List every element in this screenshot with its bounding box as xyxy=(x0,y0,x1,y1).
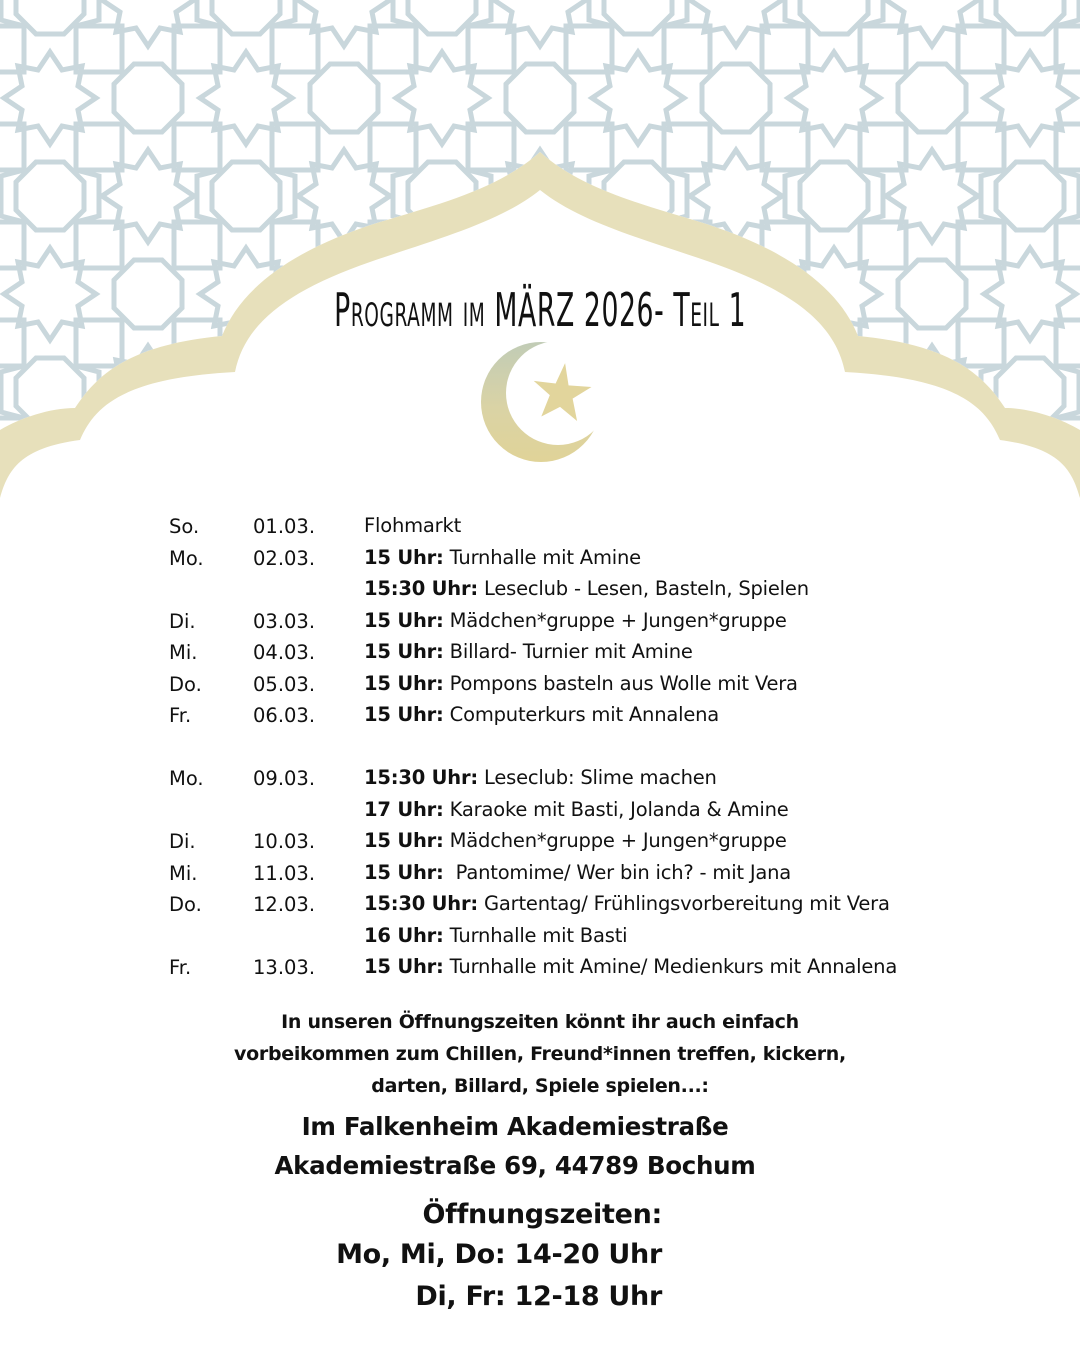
schedule-time: 15 Uhr: xyxy=(364,640,444,663)
schedule-row xyxy=(169,699,989,731)
schedule-event xyxy=(364,888,890,920)
schedule-date: 01.03. xyxy=(253,515,316,538)
schedule-row xyxy=(169,668,989,700)
schedule-date: 11.03. xyxy=(253,861,316,885)
schedule-event xyxy=(364,794,789,826)
schedule-row xyxy=(169,857,989,889)
crescent-star-icon xyxy=(475,335,605,470)
schedule-time: 15 Uhr: xyxy=(364,955,444,978)
schedule-time: 15:30 Uhr: xyxy=(364,766,478,789)
opening-hours-line: Di, Fr: 12-18 Uhr xyxy=(415,1281,662,1312)
schedule-row xyxy=(169,920,989,952)
schedule-event xyxy=(364,542,641,574)
schedule-time: 15:30 Uhr: xyxy=(364,577,478,600)
schedule-day: Fr. xyxy=(169,704,192,727)
schedule-row xyxy=(169,888,989,920)
schedule-event xyxy=(364,857,791,889)
schedule-event-text: Karaoke mit Basti, Jolanda & Amine xyxy=(443,797,789,821)
schedule-date: 06.03. xyxy=(253,704,316,727)
schedule-event-text: Flohmarkt xyxy=(364,514,462,537)
schedule-event-text: Mädchen*gruppe + Jungen*gruppe xyxy=(443,829,787,852)
schedule-time: 15 Uhr: xyxy=(364,829,444,852)
schedule-event-text: Mädchen*gruppe + Jungen*gruppe xyxy=(443,608,787,632)
schedule-row xyxy=(169,605,989,637)
schedule-time: 15 Uhr: xyxy=(364,608,444,632)
schedule-event-text: Turnhalle mit Amine/ Medienkurs mit Annalena xyxy=(443,955,898,978)
schedule-day: Mo. xyxy=(169,767,204,790)
schedule-time: 15:30 Uhr: xyxy=(364,892,478,915)
crescent-moon xyxy=(481,342,601,462)
schedule-day: Do. xyxy=(169,672,202,696)
schedule-event xyxy=(364,762,717,794)
info-line: In unseren Öffnungszeiten könnt ihr auch einfach xyxy=(281,1011,799,1033)
schedule-day: Do. xyxy=(169,893,202,916)
schedule-row xyxy=(169,825,989,857)
schedule-day: Di. xyxy=(169,609,196,633)
schedule-row xyxy=(169,573,989,605)
opening-hours-line: Mo, Mi, Do: 14-20 Uhr xyxy=(336,1239,662,1270)
venue-name: Im Falkenheim Akademiestraße xyxy=(301,1112,729,1141)
schedule-row xyxy=(169,794,989,826)
schedule-event xyxy=(364,668,798,700)
schedule-day: Mi. xyxy=(169,641,198,664)
schedule-event xyxy=(364,605,787,637)
schedule-event-text: Pompons basteln aus Wolle mit Vera xyxy=(443,671,798,695)
schedule-date: 13.03. xyxy=(253,956,316,979)
info-paragraph xyxy=(150,1006,930,1102)
info-line: vorbeikommen zum Chillen, Freund*innen treffen, kickern, xyxy=(234,1043,846,1065)
schedule-event xyxy=(364,636,693,668)
schedule-date: 05.03. xyxy=(253,672,316,696)
schedule-event-text: Turnhalle mit Basti xyxy=(443,923,628,947)
schedule-date: 03.03. xyxy=(253,609,316,633)
schedule-event xyxy=(364,920,627,952)
schedule-time: 15 Uhr: xyxy=(364,703,444,726)
schedule-date: 02.03. xyxy=(253,546,316,570)
schedule-date: 12.03. xyxy=(253,893,316,916)
schedule-event-text: Leseclub: Slime machen xyxy=(478,766,717,789)
schedule-event xyxy=(364,510,461,542)
schedule-event-text: Computerkurs mit Annalena xyxy=(443,703,720,726)
schedule-date: 04.03. xyxy=(253,641,316,664)
schedule-time: 16 Uhr: xyxy=(364,923,444,947)
schedule-time: 15 Uhr: xyxy=(364,545,444,569)
schedule-day: Di. xyxy=(169,830,196,853)
schedule-time: 15 Uhr: xyxy=(364,860,444,884)
event-schedule xyxy=(169,510,989,983)
schedule-event xyxy=(364,573,809,605)
opening-hours-heading: Öffnungszeiten: xyxy=(422,1199,662,1230)
schedule-day: Mi. xyxy=(169,861,198,885)
schedule-date: 10.03. xyxy=(253,830,316,853)
schedule-date: 09.03. xyxy=(253,767,316,790)
venue-address: Akademiestraße 69, 44789 Bochum xyxy=(274,1151,756,1180)
schedule-event-text: Gartentag/ Frühlingsvorbereitung mit Vera xyxy=(478,892,890,915)
schedule-time: 15 Uhr: xyxy=(364,671,444,695)
schedule-row xyxy=(169,951,989,983)
schedule-row xyxy=(169,636,989,668)
page-title-text: Programm im MÄRZ 2026- Teil 1 xyxy=(334,283,746,337)
schedule-event-text: Leseclub - Lesen, Basteln, Spielen xyxy=(478,577,809,600)
schedule-event xyxy=(364,825,787,857)
schedule-day: So. xyxy=(169,515,200,538)
schedule-event-text: Billard- Turnier mit Amine xyxy=(443,640,693,663)
page-title xyxy=(0,283,1080,337)
schedule-event-text: Pantomime/ Wer bin ich? - mit Jana xyxy=(443,860,792,884)
schedule-row xyxy=(169,542,989,574)
schedule-row xyxy=(169,510,989,542)
info-line: darten, Billard, Spiele spielen...: xyxy=(371,1075,709,1097)
schedule-time: 17 Uhr: xyxy=(364,797,444,821)
schedule-event xyxy=(364,699,719,731)
schedule-day: Fr. xyxy=(169,956,192,979)
schedule-day: Mo. xyxy=(169,546,204,570)
week-spacer xyxy=(169,731,989,763)
schedule-row xyxy=(169,762,989,794)
schedule-event-text: Turnhalle mit Amine xyxy=(443,545,641,569)
schedule-event xyxy=(364,951,897,983)
